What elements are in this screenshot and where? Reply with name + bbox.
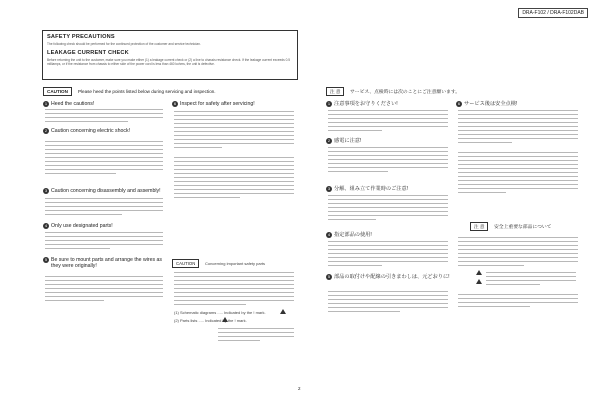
jp-item-number: 6 xyxy=(457,101,461,106)
jp-item-3 xyxy=(326,186,451,192)
jp-parts-badge: 注 意 xyxy=(470,222,488,231)
jp-item-number: 5 xyxy=(327,274,331,279)
section-number: 3 xyxy=(44,188,48,193)
safety-precautions-box xyxy=(42,30,298,80)
jp-item-1-text xyxy=(328,110,448,134)
jp-item-4 xyxy=(326,232,446,238)
parts-caution-text: Concerning important safety parts xyxy=(205,261,266,266)
caution-text: Please heed the points listed below during servicing and inspection. xyxy=(77,89,216,94)
jp-item-number: 4 xyxy=(327,232,331,237)
safety-title: SAFETY PRECAUTIONS xyxy=(47,34,115,40)
section-4 xyxy=(43,223,168,229)
jp-item-title: 注意事項をお守りください! xyxy=(334,101,398,107)
section-title: Inspect for safety after servicing! xyxy=(180,101,255,107)
safety-text: The following check should be performed for the continued protection of the customer and service technician. xyxy=(47,42,201,46)
jp-item-title: 感電に注意! xyxy=(334,138,362,144)
section-title: Be sure to mount parts and arrange the wires as they were originally! xyxy=(51,257,163,269)
warning-triangle-icon xyxy=(222,317,228,322)
jp-item-6-text xyxy=(458,110,578,196)
warning-triangle-icon xyxy=(280,309,286,314)
jp-item-title: 指定部品の使用! xyxy=(334,232,372,238)
jp-item-3-text xyxy=(328,195,448,223)
section-title: Heed the cautions! xyxy=(51,101,95,107)
section-number: 1 xyxy=(44,101,48,106)
section-1-text xyxy=(45,109,163,125)
caution-badge: CAUTION xyxy=(43,87,72,96)
section-6-text xyxy=(174,111,294,201)
section-title: Caution concerning disassembly and assembly! xyxy=(51,188,161,194)
jp-item-5-text xyxy=(328,291,448,315)
section-3-text xyxy=(45,198,163,218)
section-number: 6 xyxy=(173,101,177,106)
warning-triangle-icon xyxy=(476,279,482,284)
legend-parts-list: (2) Parts lists ..... Indicated by the ! mark. xyxy=(174,318,247,323)
section-2 xyxy=(43,128,168,134)
caution-row xyxy=(43,87,216,96)
section-number: 4 xyxy=(44,223,48,228)
jp-item-number: 1 xyxy=(327,101,331,106)
jp-item-2 xyxy=(326,138,446,144)
leakage-text: Before returning the unit to the customer, make sure you make either (1) a leakage current check or (2) a line to chassis resistance check. If the leakage current exceeds 0.5 milliamps, or if the resistance from chassis to either side of the power cord is less than 460 kohms, the unit is defective. xyxy=(47,58,291,66)
jp-item-number: 2 xyxy=(327,138,331,143)
section-2-text xyxy=(45,141,163,177)
page-number: 2 xyxy=(298,386,301,391)
section-6 xyxy=(172,101,297,107)
section-5 xyxy=(43,257,165,269)
legend-schematic: (1) Schematic diagrams ..... Indicated by the ! mark. xyxy=(174,310,266,315)
jp-item-4-text xyxy=(328,241,448,269)
jp-item-1 xyxy=(326,101,446,107)
section-3 xyxy=(43,188,173,194)
jp-item-title: 分解、組み立て作業時のご注意! xyxy=(334,186,409,192)
jp-item-number: 3 xyxy=(327,186,331,191)
section-number: 2 xyxy=(44,128,48,133)
model-label: DRA-F102 / DRA-F102DAB xyxy=(518,8,588,18)
jp-item-2-text xyxy=(328,147,448,175)
jp-legend-lines xyxy=(486,272,576,288)
section-4-text xyxy=(45,232,163,252)
warning-triangle-icon xyxy=(476,270,482,275)
jp-caution-heading: サービス、点検時には次のことにご注意願います。 xyxy=(350,90,461,95)
jp-item-title: 部品の取付けや配線の引きまわしは、元どおりに! xyxy=(334,274,450,280)
parts-caution-badge: CAUTION xyxy=(172,259,199,268)
section-number: 5 xyxy=(44,257,48,262)
parts-caution-body xyxy=(174,272,294,308)
jp-caution-badge: 注 意 xyxy=(326,87,344,96)
leakage-title: LEAKAGE CURRENT CHECK xyxy=(47,50,129,56)
section-title: Caution concerning electric shock! xyxy=(51,128,131,134)
legend-note xyxy=(218,328,294,344)
section-5-text xyxy=(45,276,163,304)
section-title: Only use designated parts! xyxy=(51,223,113,229)
jp-item-title: サービス後は安全点検! xyxy=(464,101,518,107)
jp-parts-text xyxy=(458,237,578,269)
section-1 xyxy=(43,101,163,107)
jp-parts-note xyxy=(458,294,578,310)
jp-item-5 xyxy=(326,274,456,280)
jp-item-6 xyxy=(456,101,576,107)
jp-parts-heading: 安全上重要な部品について xyxy=(494,225,552,230)
